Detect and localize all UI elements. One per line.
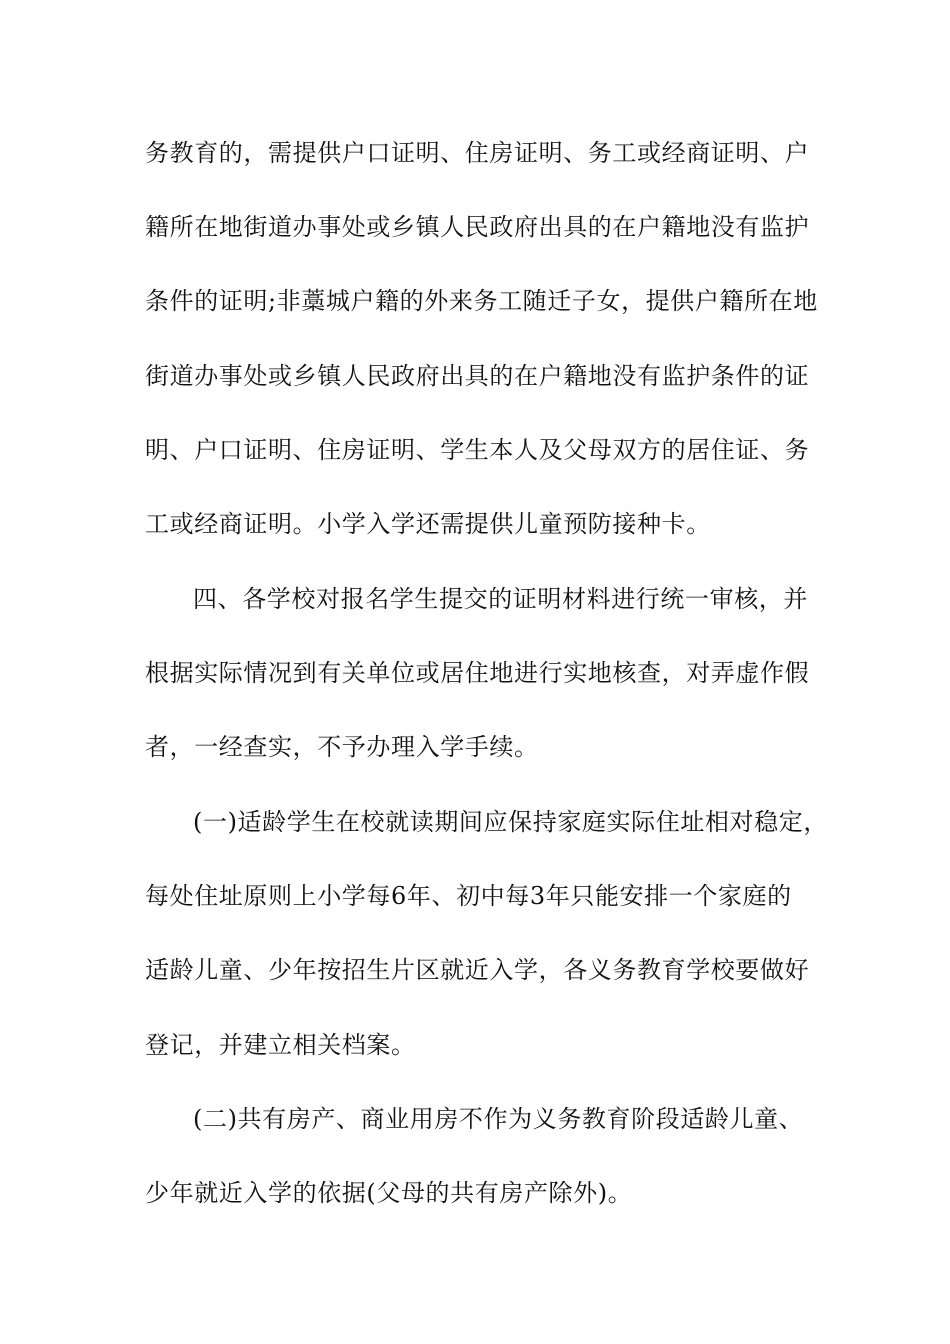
text-line: 登记，并建立相关档案。	[145, 1031, 416, 1059]
paragraph-start-line: 四、各学校对报名学生提交的证明材料进行统一审核，并	[193, 585, 808, 613]
paragraph-start-line: (一)适龄学生在校就读期间应保持家庭实际住址相对稳定，	[193, 808, 828, 836]
text-line: 每处住址原则上小学每6年、初中每3年只能安排一个家庭的	[145, 882, 792, 910]
text-line: 条件的证明;非藁城户籍的外来务工随迁子女，提供户籍所在地	[145, 287, 818, 315]
text-line: 适龄儿童、少年按招生片区就近入学，各义务教育学校要做好	[145, 956, 810, 984]
text-line: 工或经商证明。小学入学还需提供儿童预防接种卡。	[145, 510, 711, 538]
text-line: 务教育的，需提供户口证明、住房证明、务工或经商证明、户	[145, 139, 810, 167]
text-line: 街道办事处或乡镇人民政府出具的在户籍地没有监护条件的证	[145, 362, 810, 390]
text-line: 籍所在地街道办事处或乡镇人民政府出具的在户籍地没有监护	[145, 213, 810, 241]
text-line: 明、户口证明、住房证明、学生本人及父母双方的居住证、务	[145, 436, 810, 464]
paragraph-start-line: (二)共有房产、商业用房不作为义务教育阶段适龄儿童、	[193, 1105, 804, 1133]
text-line: 者，一经查实，不予办理入学手续。	[145, 733, 539, 761]
text-line: 根据实际情况到有关单位或居住地进行实地核查，对弄虚作假	[145, 659, 810, 687]
text-line: 少年就近入学的依据(父母的共有房产除外)。	[145, 1179, 633, 1207]
